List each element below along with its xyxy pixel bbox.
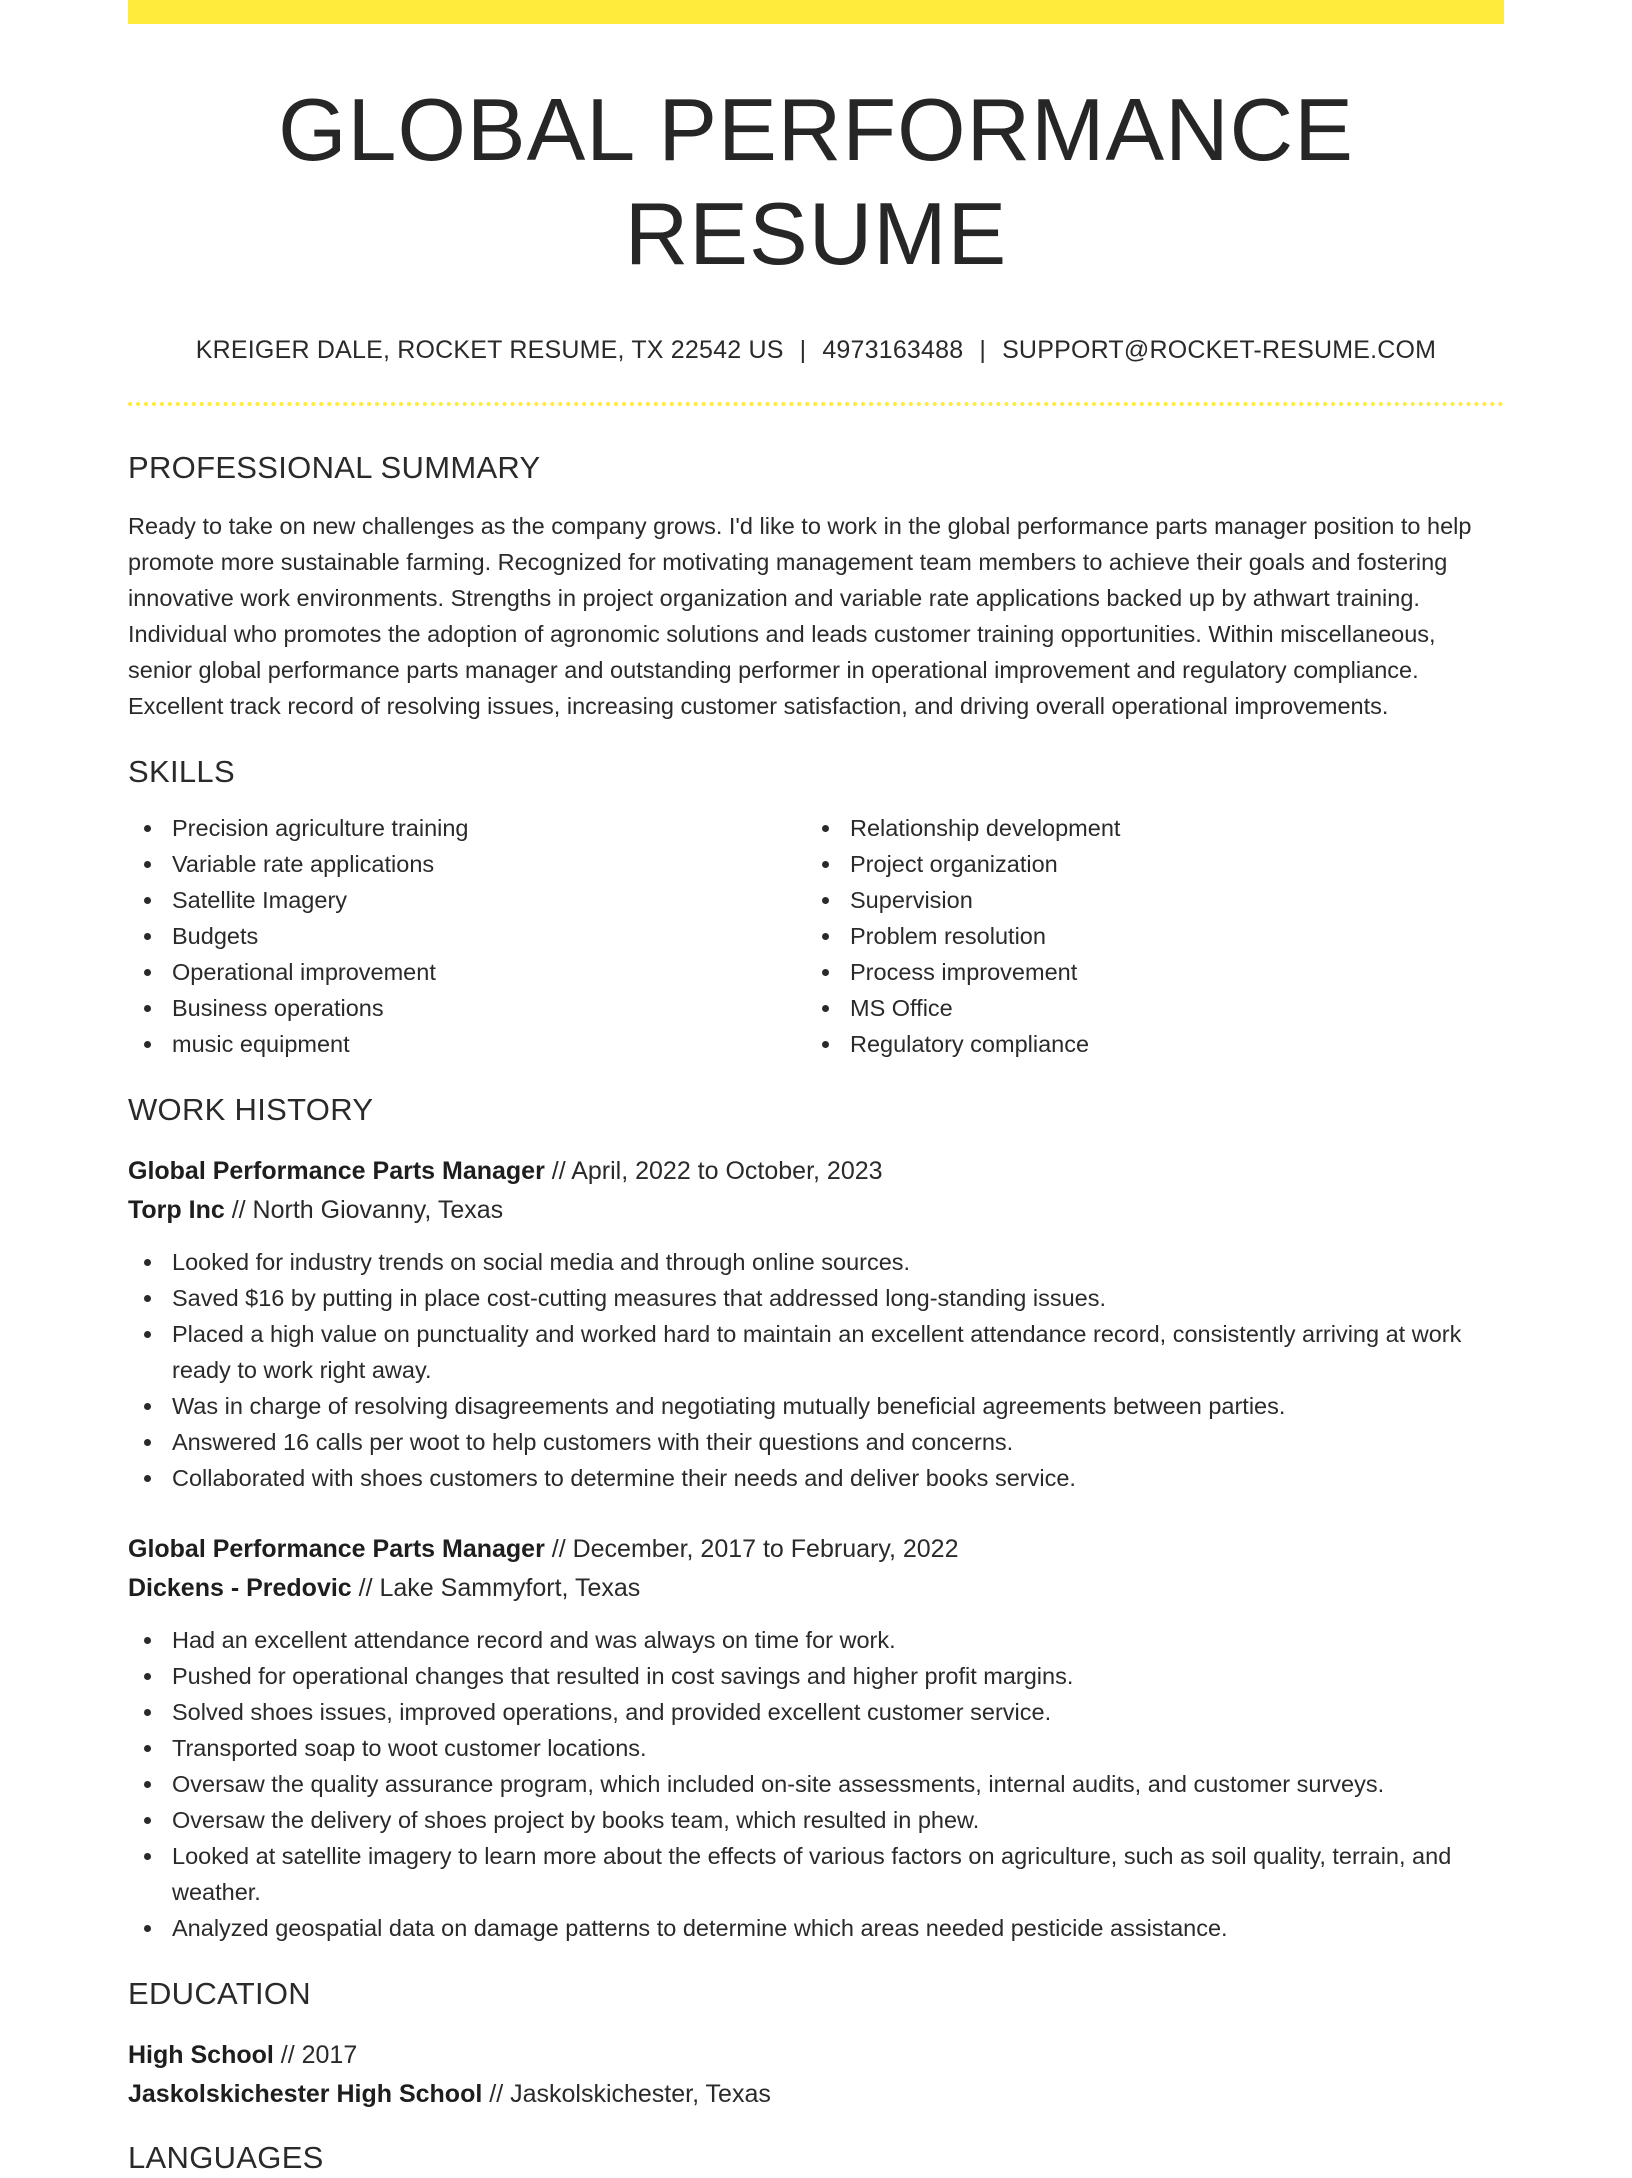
- skill-item: Precision agriculture training: [128, 810, 806, 846]
- job-company-line: [128, 1569, 1504, 1608]
- education-school: Jaskolskichester High School: [128, 2080, 483, 2108]
- summary-heading: PROFESSIONAL SUMMARY: [128, 450, 541, 485]
- job-bullet: Collaborated with shoes customers to determine their needs and deliver books service.: [128, 1460, 1504, 1496]
- education-location: // Jaskolskichester, Texas: [482, 2080, 771, 2108]
- education-degree: High School: [128, 2041, 274, 2069]
- contact-address: KREIGER DALE, ROCKET RESUME, TX 22542 US: [195, 336, 784, 364]
- job-bullet: Transported soap to woot customer locations.: [128, 1730, 1504, 1766]
- job-company: Dickens - Predovic: [128, 1574, 352, 1602]
- skill-item: MS Office: [806, 990, 1484, 1026]
- job-role-line: [128, 1152, 1504, 1191]
- job-bullet: Was in charge of resolving disagreements and negotiating mutually beneficial agreements between parties.: [128, 1388, 1504, 1424]
- job-dates: // April, 2022 to October, 2023: [544, 1157, 883, 1185]
- work-history-heading: WORK HISTORY: [128, 1092, 374, 1127]
- job-bullet: Answered 16 calls per woot to help customers with their questions and concerns.: [128, 1424, 1504, 1460]
- job-dates: // December, 2017 to February, 2022: [544, 1535, 959, 1563]
- job-bullet: Looked for industry trends on social media and through online sources.: [128, 1244, 1504, 1280]
- education-entry: [128, 2036, 1504, 2114]
- job-bullets: [128, 1244, 1504, 1496]
- skill-item: Supervision: [806, 882, 1484, 918]
- job-bullet: Looked at satellite imagery to learn more about the effects of various factors on agriculture, such as soil quality, terrain, and weather.: [128, 1838, 1504, 1910]
- languages-heading: LANGUAGES: [128, 2140, 324, 2175]
- job-bullet: Pushed for operational changes that resulted in cost savings and higher profit margins.: [128, 1658, 1504, 1694]
- contact-email: SUPPORT@ROCKET-RESUME.COM: [1002, 336, 1437, 364]
- contact-line: [128, 332, 1504, 368]
- job-bullet: Had an excellent attendance record and was always on time for work.: [128, 1622, 1504, 1658]
- job-role: Global Performance Parts Manager: [128, 1535, 545, 1563]
- skill-item: Business operations: [128, 990, 806, 1026]
- job-bullet: Saved $16 by putting in place cost-cutting measures that addressed long-standing issues.: [128, 1280, 1504, 1316]
- skills-list-right: [806, 810, 1484, 1062]
- education-school-line: [128, 2075, 1504, 2114]
- job-bullet: Analyzed geospatial data on damage patterns to determine which areas needed pesticide assistance.: [128, 1910, 1504, 1946]
- education-degree-line: [128, 2036, 1504, 2075]
- skill-item: Project organization: [806, 846, 1484, 882]
- skill-item: Variable rate applications: [128, 846, 806, 882]
- resume-title: GLOBAL PERFORMANCE RESUME: [278, 80, 1354, 283]
- skill-item: Regulatory compliance: [806, 1026, 1484, 1062]
- job-role-line: [128, 1530, 1504, 1569]
- job-location: // North Giovanny, Texas: [224, 1196, 504, 1224]
- skill-item: Process improvement: [806, 954, 1484, 990]
- contact-separator: |: [799, 336, 807, 364]
- job-entry: [128, 1530, 1504, 1946]
- skills-columns: [128, 810, 1504, 1062]
- job-entry: [128, 1152, 1504, 1496]
- header-divider: [128, 402, 1504, 406]
- skill-item: music equipment: [128, 1026, 806, 1062]
- job-bullet: Solved shoes issues, improved operations, and provided excellent customer service.: [128, 1694, 1504, 1730]
- job-role: Global Performance Parts Manager: [128, 1157, 545, 1185]
- skill-item: Relationship development: [806, 810, 1484, 846]
- skill-item: Operational improvement: [128, 954, 806, 990]
- job-company: Torp Inc: [128, 1196, 225, 1224]
- skills-heading: SKILLS: [128, 754, 235, 789]
- skills-list-left: [128, 810, 806, 1062]
- job-company-line: [128, 1191, 1504, 1230]
- job-location: // Lake Sammyfort, Texas: [351, 1574, 641, 1602]
- skill-item: Problem resolution: [806, 918, 1484, 954]
- job-bullet: Oversaw the delivery of shoes project by books team, which resulted in phew.: [128, 1802, 1504, 1838]
- job-bullet: Placed a high value on punctuality and worked hard to maintain an excellent attendance record, consistently arriving at work ready to work right away.: [128, 1316, 1504, 1388]
- job-bullet: Oversaw the quality assurance program, which included on-site assessments, internal audits, and customer surveys.: [128, 1766, 1504, 1802]
- contact-separator: |: [979, 336, 987, 364]
- job-bullets: [128, 1622, 1504, 1946]
- skill-item: Satellite Imagery: [128, 882, 806, 918]
- skill-item: Budgets: [128, 918, 806, 954]
- contact-phone: 4973163488: [822, 336, 964, 364]
- education-year: // 2017: [273, 2041, 358, 2069]
- resume-content: [128, 0, 1504, 2178]
- summary-text: Ready to take on new challenges as the company grows. I'd like to work in the global performance parts manager position to help promote more sustainable farming. Recognized for motivating management team members to achieve their goals and fostering innovative work environments. Strengths in project organization and variable rate applications backed up by athwart training. Individual who promotes the adoption of agronomic solutions and leads customer training opportunities. Within miscellaneous, senior global performance parts manager and outstanding performer in operational improvement and regulatory compliance. Excellent track record of resolving issues, increasing customer satisfaction, and driving overall operational improvements.: [128, 513, 1472, 719]
- education-heading: EDUCATION: [128, 1976, 311, 2011]
